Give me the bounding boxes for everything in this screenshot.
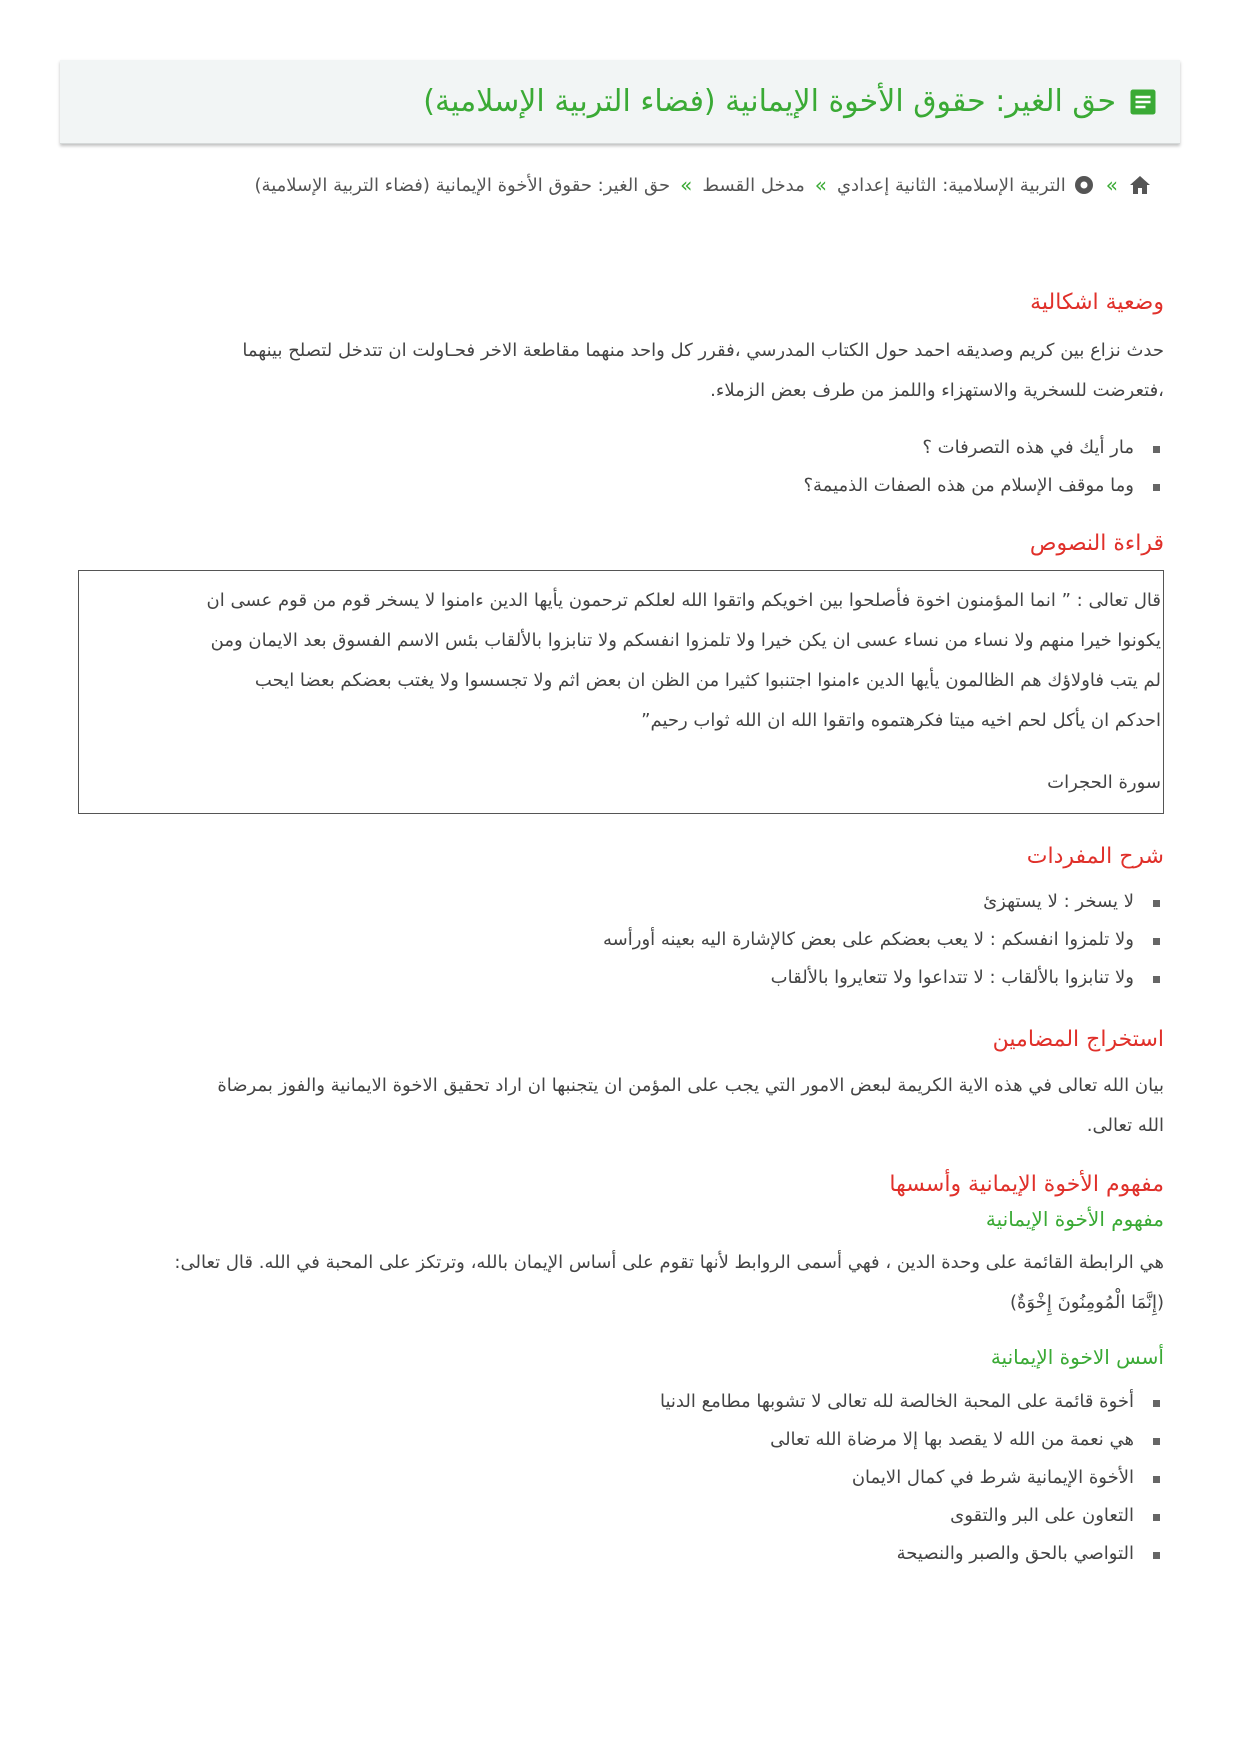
problem-text-line-1: حدث نزاع بين كريم وصديقه احمد حول الكتاب المدرسي ،فقرر كل واحد منهما مقاطعة الاخر فحـاولت ان تتدخل لتصلح بينهما [242,340,1164,361]
document-icon [1128,87,1158,117]
list-item: التواصي بالحق والصبر والنصيحة [78,1535,1134,1573]
quote-line: قال تعالى : ” انما المؤمنون اخوة فأصلحوا بين اخويكم واتقوا الله لعلكم ترحمون يأيها الدين ءامنوا لا يسخر قوم من قوم عسى ان [206,590,1161,611]
list-item: لا يسخر : لا يستهزئ [78,883,1134,921]
page-title: حق الغير: حقوق الأخوة الإيمانية (فضاء التربية الإسلامية) [423,84,1116,119]
breadcrumb-separator: » [814,173,827,197]
list-item: مار أيك في هذه التصرفات ؟ [78,429,1134,467]
section-title-reading: قراءة النصوص [1029,531,1164,556]
quote-line: لم يتب فاولاؤك هم الظالمون يأيها الدين ءامنوا اجتنبوا كثيرا من الظن ان بعض اثم ولا تجسسوا ولا يغتب بعضكم بعضا ايحب [254,670,1161,691]
quote-source: سورة الحجرات [1047,772,1161,793]
list-item: وما موقف الإسلام من هذه الصفات الذميمة؟ [78,467,1134,505]
problem-questions-list [78,429,1164,505]
breadcrumb-item-section[interactable]: مدخل القسط [702,174,805,196]
quote-line: يكونوا خيرا منهم ولا نساء من نساء عسى ان يكن خيرا ولا تلمزوا انفسكم ولا تنابزوا بالألقاب بئس الاسم الفسوق بعد الايمان ومن [210,630,1161,651]
list-item: هي نعمة من الله لا يقصد بها إلا مرضاة الله تعالى [78,1421,1134,1459]
subsection-title-concept: مفهوم الأخوة الإيمانية [985,1207,1164,1231]
breadcrumb-separator: » [680,173,693,197]
concept-text-line-2: (إِنَّمَا الْمُومِنُونَ إِخْوَةٌ) [1009,1292,1164,1313]
themes-text-line-1: بيان الله تعالى في هذه الاية الكريمة لبعض الامور التي يجب على المؤمن ان يتجنبها ان اراد تحقيق الاخوة الايمانية والفوز بمرضاة [217,1075,1164,1096]
section-title-concept: مفهوم الأخوة الإيمانية وأسسها [889,1172,1164,1197]
section-title-vocab: شرح المفردات [1026,844,1164,869]
quote-line: احدكم ان يأكل لحم اخيه ميتا فكرهتموه واتقوا الله ان الله ثواب رحيم” [641,710,1161,731]
home-icon[interactable] [1128,173,1152,197]
vocab-list [78,883,1164,997]
concept-text-line-1: هي الرابطة القائمة على وحدة الدين ، فهي أسمى الروابط لأنها تقوم على أساس الإيمان بالله، وترتكز على المحبة في الله. قال تعالى: [174,1252,1164,1273]
breadcrumb [255,170,1152,200]
article-content [78,290,1164,1573]
breadcrumb-item-category[interactable]: التربية الإسلامية: الثانية إعدادي [836,174,1066,196]
subsection-title-foundations: أسس الاخوة الإيمانية [990,1345,1164,1369]
themes-text-line-2: الله تعالى. [1086,1115,1164,1136]
breadcrumb-item-current: حق الغير: حقوق الأخوة الإيمانية (فضاء التربية الإسلامية) [254,174,671,196]
gear-icon [1072,173,1096,197]
list-item: أخوة قائمة على المحبة الخالصة لله تعالى لا تشوبها مطامع الدنيا [78,1383,1134,1421]
section-title-problem: وضعية اشكالية [1030,290,1164,315]
list-item: التعاون على البر والتقوى [78,1497,1134,1535]
quran-quote-box [78,570,1164,814]
breadcrumb-separator: » [1105,173,1118,197]
page-title-bar [60,60,1180,144]
list-item: ولا تنابزوا بالألقاب : لا تتداعوا ولا تتعايروا بالألقاب [78,959,1134,997]
list-item: ولا تلمزوا انفسكم : لا يعب بعضكم على بعض كالإشارة اليه بعينه أورأسه [78,921,1134,959]
problem-text-line-2: ،فتعرضت للسخرية والاستهزاء واللمز من طرف بعض الزملاء. [710,380,1164,401]
foundations-list [78,1383,1164,1573]
list-item: الأخوة الإيمانية شرط في كمال الايمان [78,1459,1134,1497]
section-title-themes: استخراج المضامين [992,1027,1164,1052]
